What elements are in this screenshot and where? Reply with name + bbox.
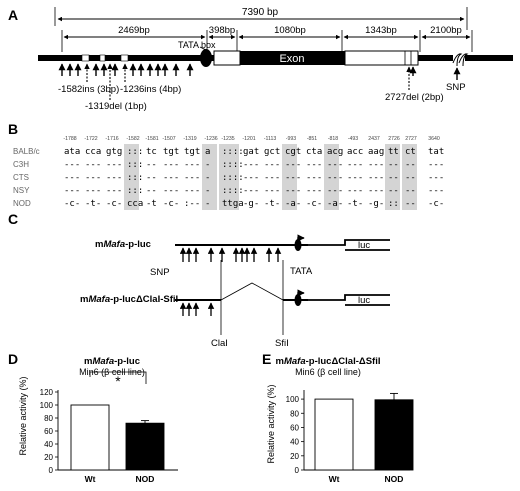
sequence-cell: --- [327,186,344,196]
category-label: Wt [328,474,340,484]
position-label: -1716 [105,136,119,142]
tata-box-label: TATA box [178,40,216,50]
sfii-site-label: SfiI [275,338,289,349]
sequence-cell: -- [146,173,157,183]
position-label: 3640 [428,136,440,142]
position-label: -818 [327,136,339,142]
sequence-cell: tc [146,147,157,157]
sequence-cell: :: [388,199,399,209]
panel-c [8,211,390,349]
sequence-cell: acg [327,147,344,157]
sequence-cell: --- [264,186,281,196]
sequence-cell: -g- [368,199,385,209]
sequence-cell: --- [64,160,81,170]
position-label: -1201 [242,136,256,142]
position-label: -1235 [221,136,235,142]
sequence-cell: --- [368,186,385,196]
alignment-positions [63,136,440,142]
sequence-cell: --- [184,173,201,183]
strain-name: BALB/c [13,147,40,156]
position-label: -1113 [263,136,277,142]
sequence-cell: tat [428,147,445,157]
construct1-name: mMafa-p-luc [95,239,151,250]
sequence-cell: -c- [306,199,323,209]
sequence-cell: -c- [163,199,180,209]
panel-c-letter: C [8,211,19,227]
panel-a [8,7,513,112]
panel-b-letter: B [8,121,19,137]
sequence-cell: -g- [243,199,260,209]
y-tick-label: 0 [48,466,53,475]
position-label: -851 [306,136,318,142]
sequence-cell: tgt [163,147,180,157]
sequence-cell: --- [106,173,123,183]
sequence-cell: --- [306,186,323,196]
sequence-cell: ::: [127,186,144,196]
panel-a-letter: A [8,7,19,23]
sequence-cell: cca [85,147,102,157]
sequence-cell: cca [127,199,144,209]
exon-label: Exon [279,53,305,65]
position-label: -993 [285,136,297,142]
sequence-cell: --- [243,186,260,196]
sequence-cell: - [205,173,211,183]
sequence-cell: - [205,160,211,170]
sequence-cell: :::: [222,186,244,196]
sequence-cell: tgt [184,147,201,157]
y-tick-label: 60 [290,423,299,433]
sequence-cell: --- [184,160,201,170]
snp-label: SNP [446,82,466,93]
clai-site-label: ClaI [211,338,228,349]
bar [71,405,109,470]
sequence-cell: - [205,186,211,196]
sequence-cell: -- [146,160,157,170]
panel-d-bars [71,405,164,484]
sequence-cell: --- [106,186,123,196]
strain-name: C3H [13,160,30,169]
sequence-cell: --- [368,160,385,170]
panel-d-letter: D [8,351,19,367]
sequence-cell: ::: [127,160,144,170]
position-label: -1236 [204,136,218,142]
panel-b [8,121,444,210]
construct2-name: mMafa-p-lucΔClaI-SfiI [80,294,179,305]
sequence-cell: -t- [85,199,102,209]
sequence-cell: --- [347,173,364,183]
strain-name: NSY [13,186,30,195]
segment-label: 1343bp [365,25,397,36]
position-label: -1788 [63,136,77,142]
position-label: 2437 [368,136,380,142]
bar [375,400,413,470]
sequence-cell: --- [306,160,323,170]
bar [315,399,353,470]
sequence-cell: gct [264,147,281,157]
sequence-cell: :::: [222,147,244,157]
sequence-cell: -- [388,186,399,196]
panel-e-letter: E [262,351,272,367]
sequence-cell: ata [64,147,81,157]
sequence-cell: - [205,199,211,209]
y-tick-label: 20 [290,451,299,461]
sequence-cell: --- [428,186,445,196]
position-label: -493 [347,136,359,142]
y-tick-label: 80 [44,414,53,423]
panel-e [262,351,413,484]
mutation-label: -1319del (1bp) [85,101,147,112]
sequence-cell: -c- [106,199,123,209]
position-label: -1582 [126,136,140,142]
category-label: NOD [384,474,404,484]
tata-label: TATA [290,266,313,277]
sequence-cell: --- [264,173,281,183]
sequence-cell: ct [405,147,416,157]
mutation-label: -1582ins (3bp) [58,84,120,95]
sequence-cell: -- [388,160,399,170]
segment-label: 2100bp [430,25,462,36]
sequence-cell: --- [347,186,364,196]
sequence-cell: -- [146,186,157,196]
sequence-cell: ttga [222,199,244,209]
y-tick-label: 0 [294,466,299,475]
sequence-cell: -t- [264,199,281,209]
sequence-cell: -- [405,173,416,183]
y-tick-label: 100 [285,395,299,405]
sequence-cell: --- [163,160,180,170]
sequence-cell: :-- [184,199,201,209]
panel-d-subtitle: Min6 (β cell line) [79,367,145,377]
luc-label: luc [358,295,371,306]
position-label: -1581 [145,136,159,142]
sequence-cell: -t [146,199,157,209]
segment-label: 2469bp [118,25,150,36]
sequence-cell: --- [285,160,302,170]
sequence-cell: -c- [64,199,81,209]
total-length-label: 7390 bp [241,7,279,18]
mutation-label: 2727del (2bp) [385,92,444,103]
position-label: -1507 [162,136,176,142]
segment-label: 398bp [208,25,236,36]
sequence-cell: --- [85,173,102,183]
y-tick-label: 40 [44,440,53,449]
panel-e-title: mMafa-p-lucΔClaI-ΔSfiI [275,356,381,367]
sequence-cell: --- [327,173,344,183]
panel-d-ylabel: Relative activity (%) [18,376,28,456]
luc-label: luc [358,240,371,251]
sequence-cell: --- [428,160,445,170]
position-label: -1319 [183,136,197,142]
position-label: 2726 [388,136,400,142]
sequence-cell: -t- [347,199,364,209]
panel-e-subtitle: Min6 (β cell line) [295,367,361,377]
snp-label: SNP [150,267,170,278]
sequence-cell: --- [243,173,260,183]
position-label: 2727 [405,136,417,142]
sequence-cell: ::: [127,147,144,157]
sequence-cell: --- [85,160,102,170]
deletion-chevron [221,283,283,300]
snp-arrows [62,64,457,80]
sequence-cell: --- [163,173,180,183]
sequence-cell: :::: [222,173,244,183]
sequence-cell: --- [85,186,102,196]
alignment-rows [13,147,444,209]
sequence-cell: --- [327,160,344,170]
sequence-cell: --- [64,173,81,183]
sequence-cell: --- [243,160,260,170]
y-tick-label: 120 [39,388,53,397]
sequence-cell: -c- [428,199,445,209]
panel-d-title: mMafa-p-luc [84,356,140,367]
strain-name: CTS [13,173,29,182]
bar [126,423,164,470]
y-tick-label: 100 [39,401,53,410]
sequence-cell: --- [184,186,201,196]
tata-box-oval [200,49,212,67]
sequence-cell: -- [388,173,399,183]
sequence-cell: -a- [285,199,302,209]
category-label: Wt [84,474,96,484]
sequence-cell: :::: [222,160,244,170]
sequence-cell: tt [388,147,399,157]
sequence-cell: --- [163,186,180,196]
sequence-cell: cgt [285,147,302,157]
category-label: NOD [135,474,155,484]
sequence-cell: --- [106,160,123,170]
y-tick-label: 40 [290,437,299,447]
sequence-cell: --- [285,173,302,183]
sequence-cell: acc [347,147,364,157]
sequence-cell: a [205,147,211,157]
sequence-cell: --- [347,160,364,170]
position-label: -1722 [84,136,98,142]
sequence-cell: -- [405,160,416,170]
sequence-cell: -- [405,199,416,209]
significance-star: * [115,373,121,389]
panel-e-ylabel: Relative activity (%) [266,384,276,464]
sequence-cell: gtg [106,147,123,157]
sequence-cell: -a- [327,199,344,209]
mutation-label: -1236ins (4bp) [120,84,182,95]
panel-d [8,351,178,484]
sequence-cell: gat [243,147,260,157]
sequence-cell: --- [428,173,445,183]
sequence-cell: aag [368,147,385,157]
sequence-cell: cta [306,147,323,157]
sequence-cell: --- [368,173,385,183]
sequence-cell: --- [306,173,323,183]
segment-label: 1080bp [274,25,306,36]
strain-name: NOD [13,199,31,208]
y-tick-label: 60 [44,427,53,436]
y-tick-label: 80 [290,409,299,419]
sequence-cell: --- [64,186,81,196]
y-tick-label: 20 [44,453,53,462]
sequence-cell: -- [405,186,416,196]
sequence-cell: --- [264,160,281,170]
sequence-cell: ::: [127,173,144,183]
sequence-cell: --- [285,186,302,196]
